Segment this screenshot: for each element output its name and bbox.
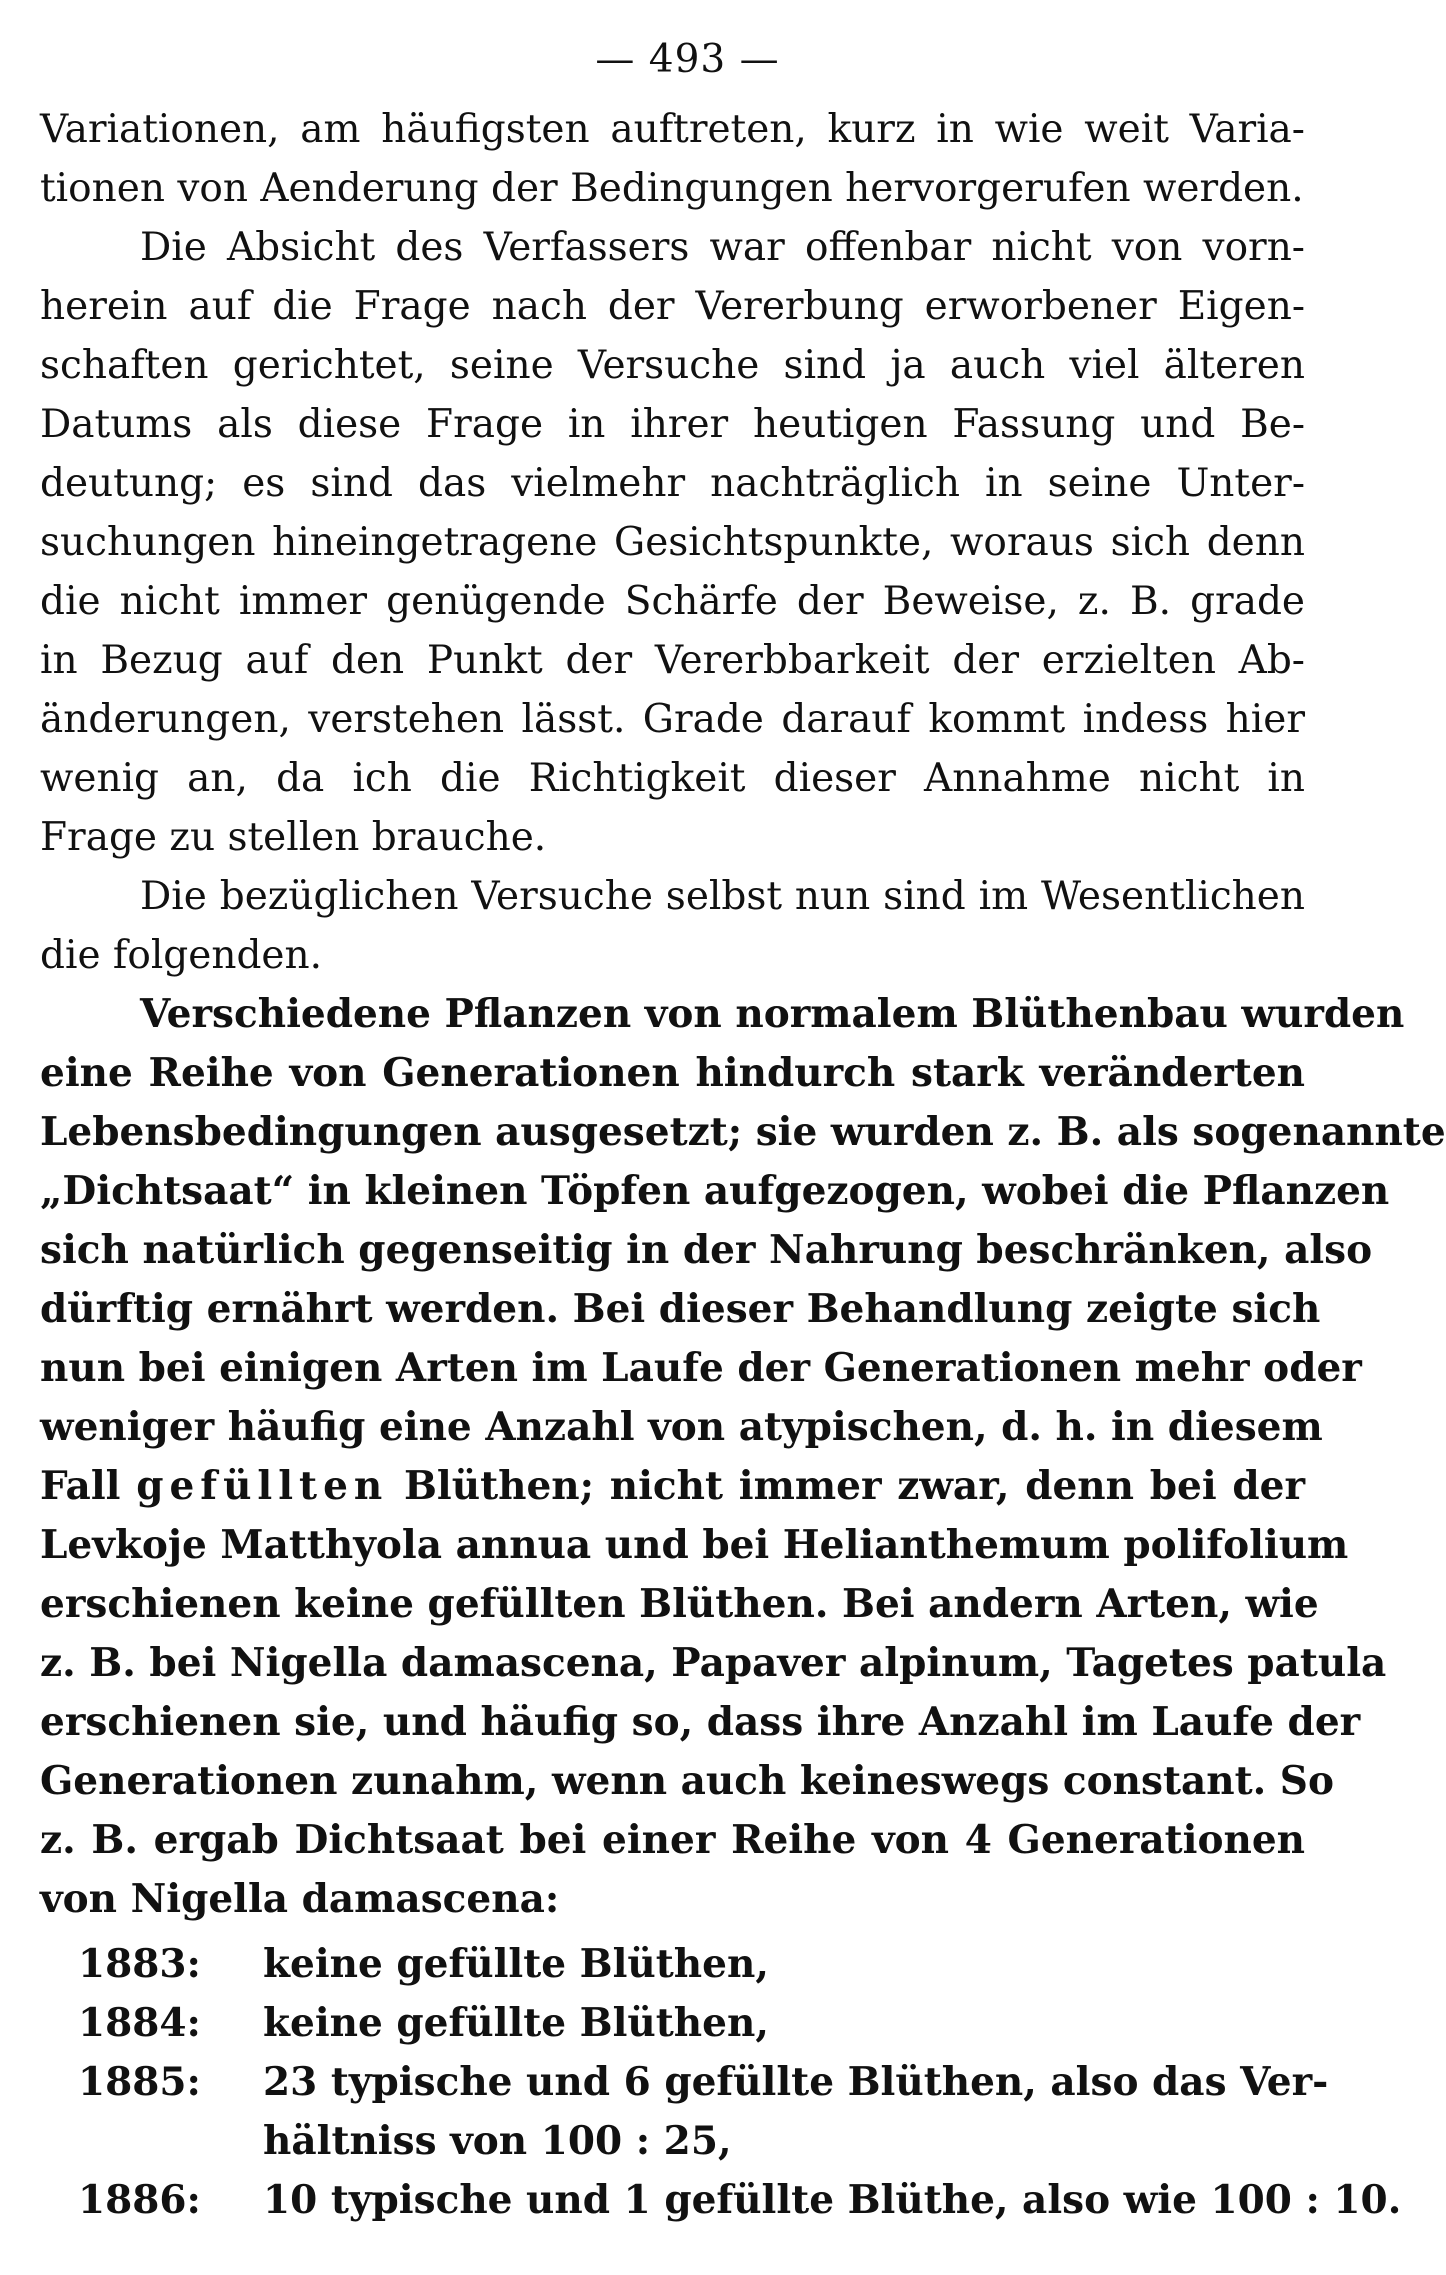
list-text [263,2171,1401,2230]
text-line: von Nigella damascena: [40,1876,560,1922]
text-line: herein auf die Frage nach der Vererbung erworbener Eigen- [40,284,1305,329]
text-line: Frage zu stellen brauche. [40,815,547,860]
text-line: Levkoje Matthyola annua und bei Helianthemum polifolium [40,1522,1349,1568]
text-line: deutung; es sind das vielmehr nachträglich in seine Unter- [40,461,1305,506]
text-line: dürftig ernährt werden. Bei dieser Behandlung zeigte sich [40,1286,1321,1332]
text-line: die folgenden. [40,933,323,978]
document-page [40,30,1446,2245]
text-line: erschienen keine gefüllten Blüthen. Bei andern Arten, wie [40,1581,1319,1627]
list-year: 1885: [78,2059,201,2105]
text-line: nun bei einigen Arten im Laufe der Generationen mehr oder [40,1345,1362,1391]
text-line: in Bezug auf den Punkt der Vererbbarkeit der erzielten Ab- [40,638,1305,683]
text-line-fall [40,1457,1305,1516]
text-line: Generationen zunahm, wenn auch keineswegs constant. So [40,1758,1334,1804]
paragraph-2 [40,218,1305,867]
text-line: Datums als diese Frage in ihrer heutigen Fassung und Be- [40,402,1305,447]
list-text [263,2053,1328,2171]
text-line: Verschiedene Pflanzen von normalem Blüthenbau wurden [140,991,1405,1037]
text-line: Die bezüglichen Versuche selbst nun sind im Wesentlichen [140,874,1305,919]
list-line: keine gefüllte Blüthen, [263,2000,769,2046]
list-year: 1884: [78,2000,201,2046]
text-line: z. B. ergab Dichtsaat bei einer Reihe von 4 Generationen [40,1817,1305,1863]
list-item [40,1935,1305,1994]
list-year: 1883: [78,1941,201,1987]
text-line: Die Absicht des Verfassers war offenbar nicht von vorn- [140,225,1305,270]
text-line: erschienen sie, und häufig so, dass ihre Anzahl im Laufe der [40,1699,1361,1745]
list-line: keine gefüllte Blüthen, [263,1941,769,1987]
text-line: weniger häufig eine Anzahl von atypischen, d. h. in diesem [40,1404,1323,1450]
list-item [40,2171,1402,2230]
text-line: „Dichtsaat“ in kleinen Töpfen aufgezogen, wobei die Pflanzen [40,1168,1390,1214]
text-line: eine Reihe von Generationen hindurch stark veränderten [40,1050,1305,1096]
text-line: tionen von Aenderung der Bedingungen hervorgerufen werden. [40,166,1304,211]
text-line: sich natürlich gegenseitig in der Nahrung beschränken, also [40,1227,1373,1273]
list-item [40,1994,1305,2053]
list-line: hältniss von 100 : 25, [263,2118,732,2164]
list-line: 23 typische und 6 gefüllte Blüthen, also das Ver- [263,2059,1329,2105]
fall-rest: Blüthen; nicht immer zwar, denn bei der [403,1463,1305,1509]
text-line: die nicht immer genügende Schärfe der Beweise, z. B. grade [40,579,1305,624]
list-line: 10 typische und 1 gefüllte Blüthe, also wie 100 : 10. [263,2177,1402,2223]
text-line: wenig an, da ich die Richtigkeit dieser Annahme nicht in [40,756,1305,801]
fall-lead: Fall [40,1463,121,1509]
text-line: änderungen, verstehen lässt. Grade darauf kommt indess hier [40,697,1305,742]
paragraph-3 [40,867,1305,985]
page-number: — 493 — [595,37,780,82]
text-line: schaften gerichtet, seine Versuche sind ja auch viel älteren [40,343,1305,388]
generation-list [40,1935,1402,2230]
paragraph-1 [40,100,1305,218]
list-text [263,1935,1305,1994]
emphasis-spaced: gefüllten [136,1463,389,1509]
text-line: suchungen hineingetragene Gesichtspunkte, woraus sich denn [40,520,1305,565]
list-item [40,2053,1329,2171]
list-text [263,1994,1305,2053]
text-line: z. B. bei Nigella damascena, Papaver alpinum, Tagetes patula [40,1640,1387,1686]
paragraph-4 [40,985,1446,1929]
text-line: Variationen, am häufigsten auftreten, kurz in wie weit Varia- [40,107,1305,152]
list-year: 1886: [78,2177,201,2223]
text-line: Lebensbedingungen ausgesetzt; sie wurden z. B. als sogenannte [40,1109,1446,1155]
